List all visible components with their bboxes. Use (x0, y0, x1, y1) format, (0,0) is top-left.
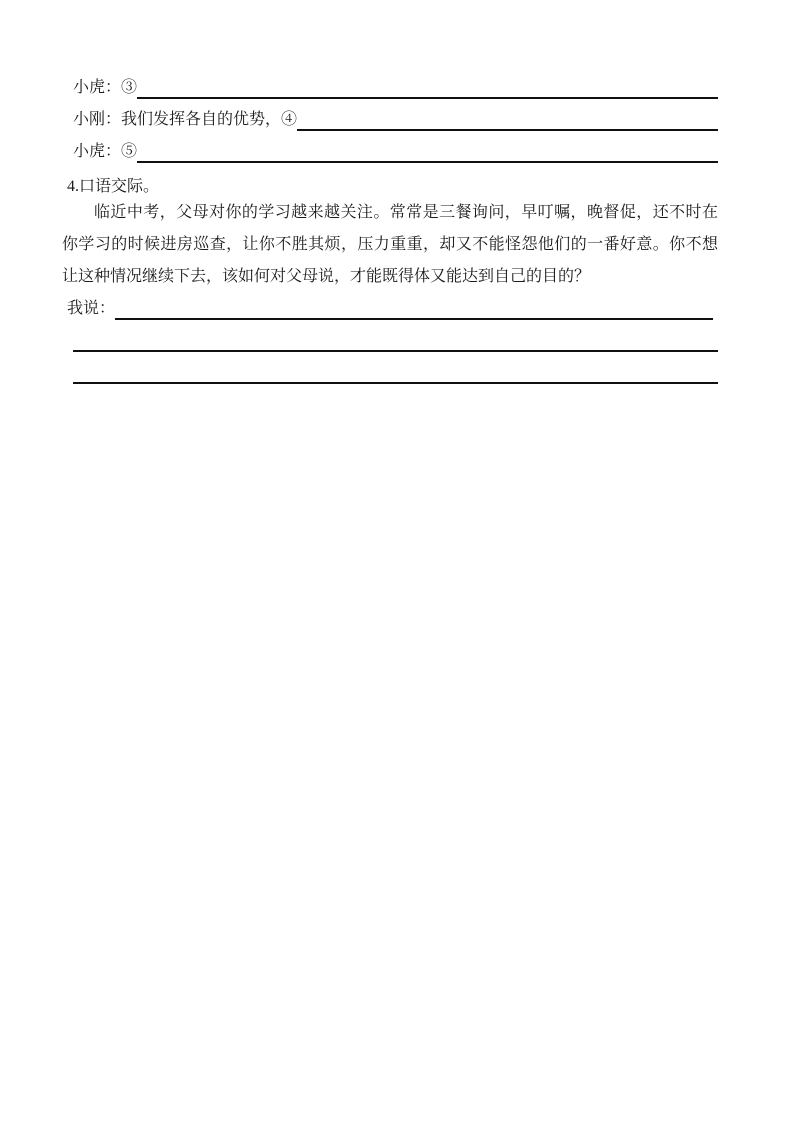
prompt-paragraph (62, 197, 718, 293)
prompt-line: 临近中考，父母对你的学习越来越关注。常常是三餐询问，早叮嘱，晚督促，还不时在 (94, 204, 718, 221)
section-heading: 4.口语交际。 (67, 178, 160, 195)
dialogue-speaker-text: 小刚：我们发挥各自的优势，④ (73, 111, 298, 128)
fill-in-blank-line (137, 136, 718, 163)
fill-in-blank-line (297, 104, 718, 131)
answer-blank-row (62, 325, 718, 357)
dialogue-speaker-text: 小虎：③ (73, 79, 138, 96)
dialogue-line (62, 136, 718, 168)
answer-line (62, 293, 718, 325)
dialogue-speaker-text: 小虎：⑤ (73, 143, 138, 160)
fill-in-blank-line (73, 357, 718, 384)
answer-blank-row (62, 357, 718, 389)
dialogue-line (62, 104, 718, 136)
fill-in-blank-line (137, 72, 718, 99)
dialogue-line (62, 72, 718, 104)
prompt-line: 你学习的时候进房巡查，让你不胜其烦，压力重重，却又不能怪怨他们的一番好意。你不想 (62, 236, 718, 253)
prompt-line: 让这种情况继续下去，该如何对父母说，才能既得体又能达到自己的目的？ (62, 268, 591, 285)
answer-label: 我说： (67, 300, 116, 317)
fill-in-blank-line (115, 293, 713, 320)
fill-in-blank-line (73, 325, 718, 352)
